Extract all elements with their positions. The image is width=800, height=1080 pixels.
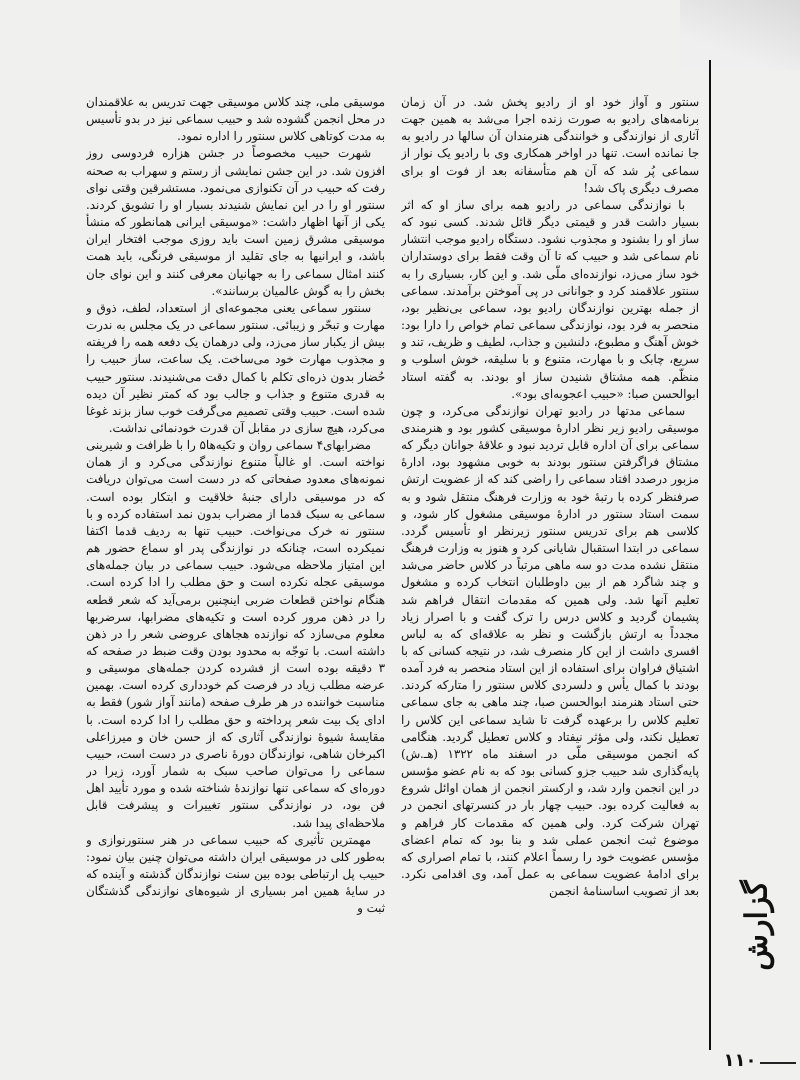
paragraph: مضرابهای۴ سماعی روان و تکیه‌ها۵ را با ظرافت و شیرینی نواخته است. او غالباً متنوع نوازندگی می‌کرد و از همان نمونه‌های معدود صفحاتی که در دست است می‌توان دریافت که در موسیقی دارای جنبهٔ خلاقیت و ابتکار بوده است. سماعی به سبک قدما از مضراب بدون نمد استفاده کرده و با سنتور نه خرک می‌نواخت. حبیب تنها به ردیف قدما اکتفا نمیکرده است، چنانکه در نوازندگی پدر او سماع حضور هم این امتیاز ملاحظه می‌شود. حبیب سماعی در بیان جمله‌های موسیقی عجله نکرده است و حق مطلب را ادا کرده است. هنگام نواختن قطعات ضربی اینچنین برمی‌آید که شعر قطعه را در ذهن مرور کرده است و تکیه‌های مضرابها، سرضربها معلوم می‌سازد که نوازنده هجاهای عروضی شعر را در ذهن داشته است. با توجّه به محدود بودن وقت ضبط در صفحه که ۳ دقیقه بوده است از فشرده کردن جمله‌های موسیقی و عرضه مطلب زیاد در فرصت کم خودداری کرده است. بهمین مناسبت خواننده در هر طرف صفحه (مانند آواز شور) فقط به ادای یک بیت شعر پرداخته و حق مطلب را ادا کرده است. با مقایسهٔ شیوهٔ نوازندگی آثاری که از حسن خان و میرزاعلی اکبرخان شاهی، نوازندگان دورهٔ ناصری در دست است، حبیب سماعی را می‌توان صاحب سبک به شمار آورد، زیرا در دوره‌ای که سماعی تنها نوازندهٔ شناخته شده و مورد تأیید اهل فن بود، در نوازندگی سنتور تغییرات و پیشرفت قابل ملاحظه‌ای پیدا شد. — [86, 438, 385, 830]
left-text-column — [86, 94, 385, 1050]
magazine-logo — [712, 870, 800, 980]
paragraph: موسیقی ملی، چند کلاس موسیقی جهت تدریس به علاقمندان در محل انجمن گشوده شد و حبیب سماعی نیز در بدو تأسیس به مدت کوتاهی کلاس سنتور را اداره نمود. — [86, 95, 385, 144]
magazine-logo-text: گزارش — [739, 879, 775, 971]
paragraph: سماعی مدتها در رادیو تهران نوازندگی می‌کرد، و چون موسیقی رادیو زیر نظر ادارهٔ موسیقی کشور بود و هنرمندی سماعی برای آن اداره قابل تردید نبود و علاقهٔ جوانان دیگر که مشتاق فراگرفتن سنتور بودند به خوبی مشهود بود، ادارهٔ مزبور درصدد افتاد سماعی را راضی کند که از عضویت ارتش صرفنظر کرده با رتبهٔ خود به وزارت فرهنگ منتقل شود و به سمت استاد سنتور در ادارهٔ موسیقی مشغول کار شود، و کلاسی هم برای تدریس سنتور زیرنظر او تأسیس گردد. سماعی در ابتدا استقبال شایانی کرد و هنوز به وزارت فرهنگ منتقل نشده مدت دو سه ماهی مرتباً در کلاس حاضر می‌شد و چند شاگرد هم از بین داوطلبان انتخاب کرده و مشغول تعلیم آنها شد. ولی همین که مقدمات انتقال فراهم شد پشیمان گردید و کلاس درس را ترک گفت و با اصرار زیاد مجدداً به ارتش بازگشت و نظر به علاقه‌ای که به لباس افسری داشت از این کار منصرف شد، در نتیجه کسانی که با اشتیاق فراوان برای استفاده از این استاد منحصر به فرد آمده بودند با کمال یأس و دلسردی کلاس سنتور را متارکه کردند. حتی استاد هنرمند ابوالحسن صبا، چند ماهی به جای سماعی تعلیم کلاس را برعهده گرفت تا شاید سماعی این کلاس را تعطیل نکند، ولی مؤثر نیفتاد و کلاس تعطیل گردید. هنگامی که انجمن موسیقی ملّی در اسفند ماه ۱۳۲۲ (هـ.ش) پایه‌گذاری شد حبیب جزو کسانی بود که به نام عضو مؤسس در این انجمن وارد شد، و ارکستر انجمن از همان اوائل شروع به فعالیت کرده بود. حبیب چهار بار در کنسرتهای انجمن در تهران شرکت کرد. ولی همین که مقدمات کار فراهم و موضوع ثبت انجمن عملی شد و بنا بود که تمام اعضای مؤسس عضویت خود را رسماً اعلام کنند، با تمام اصراری که برای ادامهٔ عضویت سماعی به عمل آمد، وی اقدامی نکرد. بعد از تصویب اساسنامهٔ انجمن — [401, 403, 699, 899]
scan-shadow — [680, 0, 800, 70]
paragraph: سنتور و آواز خود او از رادیو پخش شد. در آن زمان برنامه‌های رادیو به صورت زنده اجرا می‌شد به همین جهت آثاری از نوازندگی و خوانندگی هنرمندان آن سالها در رادیو به جا نمانده است. تنها در اواخر همکاری وی با رادیو یک نوار از سماعی پُر شد که آن هم متأسفانه بعد از فوت او برای مصرف دیگری پاک شد! — [401, 95, 699, 195]
page-number: ۱۱۰ — [723, 1050, 757, 1071]
margin-rule — [709, 60, 711, 1050]
right-text-column — [401, 94, 699, 1050]
paragraph: با نوازندگی سماعی در رادیو همه برای ساز او که اثر بسیار داشت قدر و قیمتی دیگر قائل شدند. کسی نبود که ساز او را بشنود و مجذوب نشود. دستگاه رادیو موجب انتشار نام سماعی شد و حبیب که تا آن وقت فقط برای دوستداران خود ساز می‌زد، نوازنده‌ای ملّی شد. و این کار، بسیاری را به سنتور علاقمند کرد و جوانانی در پی آموختن برآمدند. سماعی از جمله بهترین نوازندگان رادیو بود، سماعی بی‌نظیر بود، منحصر به فرد بود، نوازندگی سماعی تمام خواص را دارا بود: خوش آهنگ و مطبوع، دلنشین و جذاب، لطیف و ظریف، تند و سریع، چابک و با مهارت، متنوع و با سلیقه، خوش اسلوب و منظّم. همه مشتاق شنیدن ساز او بودند. به گفته استاد ابوالحسن صبا: «حبیب اعجوبه‌ای بود». — [401, 197, 699, 401]
page-number-rule — [760, 1062, 796, 1064]
paragraph: شهرت حبیب مخصوصاً در جشن هزاره فردوسی روز افزون شد. در این جشن نمایشی از رستم و سهراب به صحنه رفت که حبیب در آن تکنوازی می‌نمود. مستشرقین وقتی نوای سنتور او را در این نمایش شنیدند بسیار او را تشویق کردند. یکی از آنها اظهار داشت: «موسیقی ایرانی همانطور که منشأ موسیقی مشرق زمین است باید روزی موجب افتخار ایران باشد، و ایرانیها به جای تقلید از موسیقی فرنگی، باید همت کنند امثال سماعی را به جهانیان معرفی کنند و این نوای جان بخش را به گوش عالمیان برسانند». — [86, 146, 385, 298]
paragraph: مهمترین تأثیری که حبیب سماعی در هنر سنتورنوازی و به‌طور کلی در موسیقی ایران داشته می‌توان چنین بیان نمود: حبیب پل ارتباطی بوده بین سنت نوازندگان گذشته و آینده که در سایهٔ همین امر بسیاری از شیوه‌های نوازندگی گذشتگان ثبت و — [86, 832, 385, 916]
paragraph: سنتور سماعی یعنی مجموعه‌ای از استعداد، لطف، ذوق و مهارت و تبحّر و زیبائی. سنتور سماعی در یک مجلس به ندرت بیش از یکبار ساز می‌زد، ولی درهمان یک دفعه همه را فریفته و مجذوب مهارت خود می‌ساخت. یک ساعت، ساز حبیب را حُضار بدون ذره‌ای تکلم با کمال دقت می‌شنیدند. سنتور حبیب به قدری متنوع و جذاب و جالب بود که کمتر نظیر آن دیده شده است. حبیب وقتی تصمیم می‌گرفت خوب ساز بزند غوغا می‌کرد، هیچ سازی در مقابل آن قدرت خودنمائی نداشت. — [86, 300, 385, 435]
